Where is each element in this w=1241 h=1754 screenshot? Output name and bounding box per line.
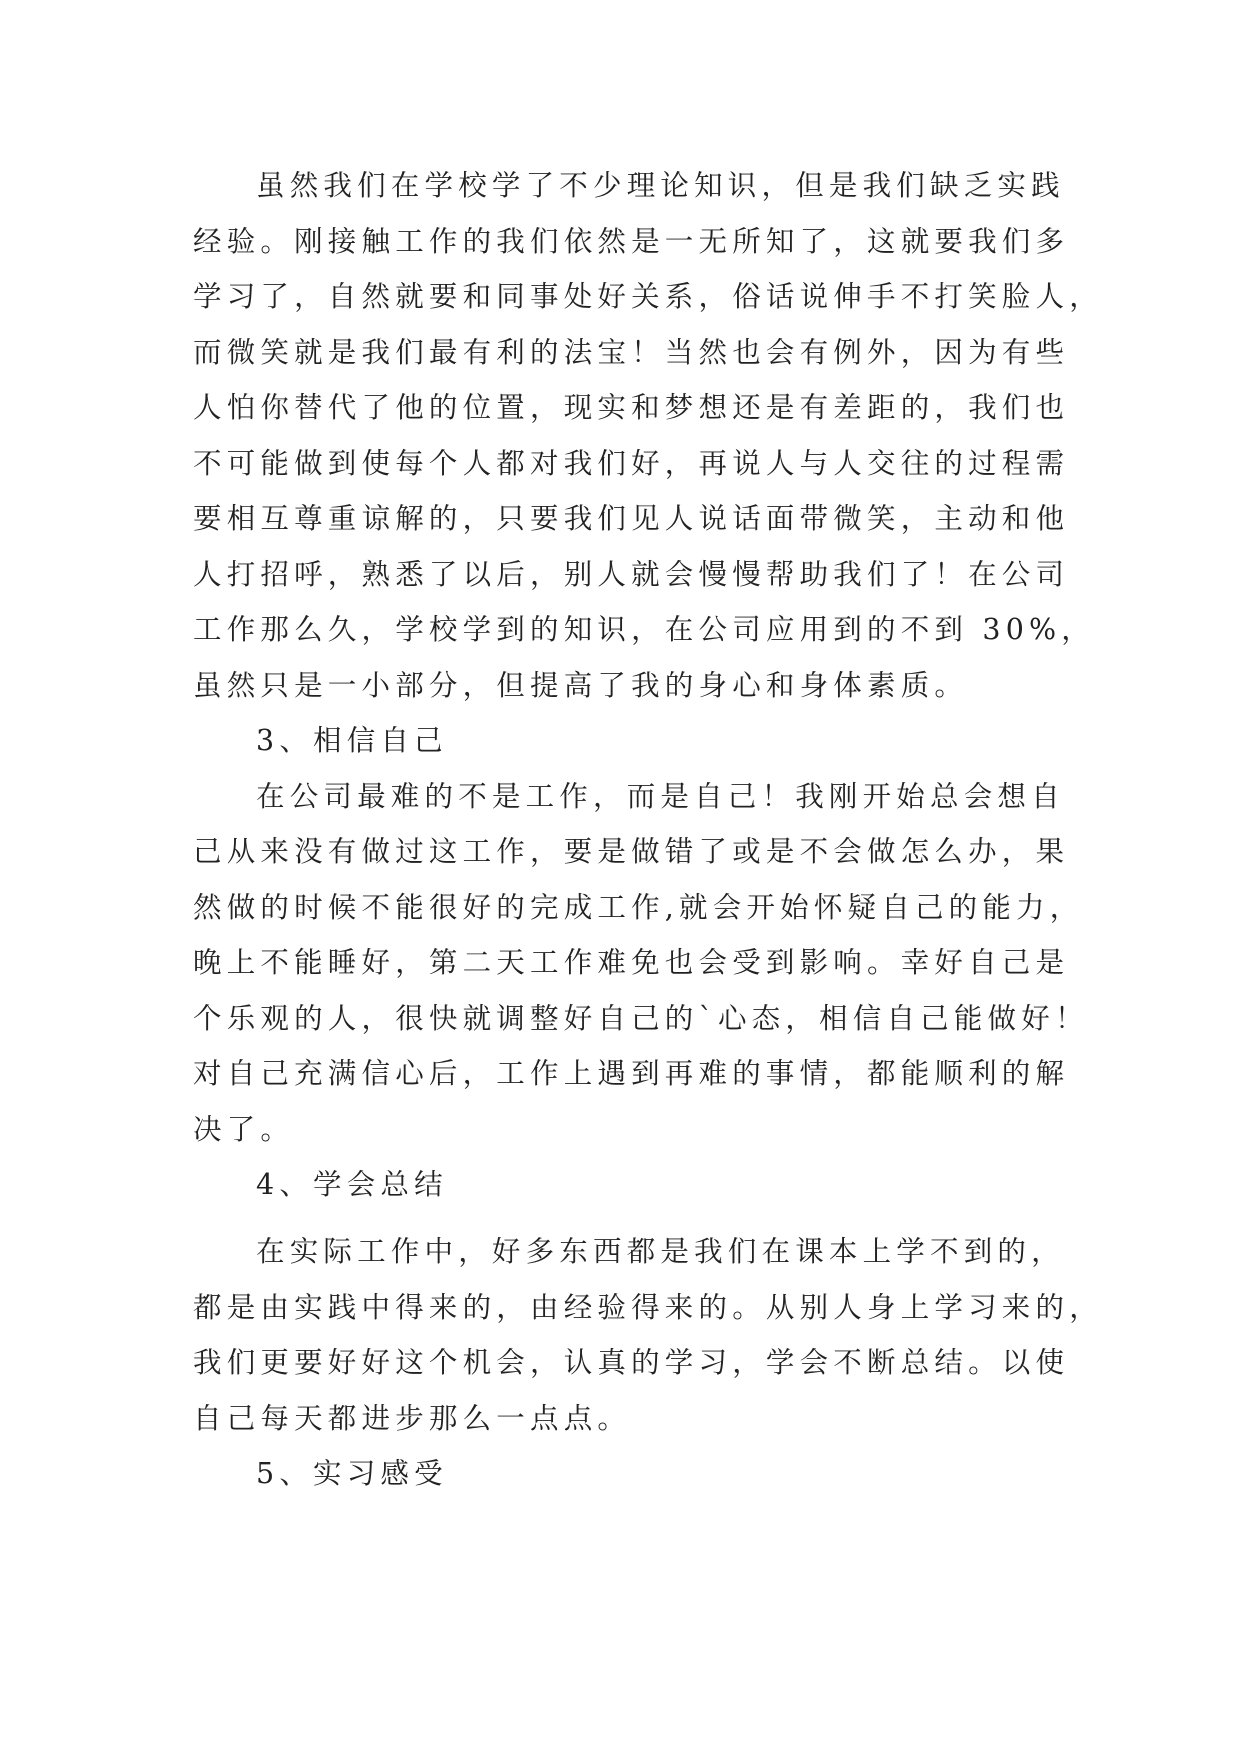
paragraph-line: 要相互尊重谅解的，只要我们见人说话面带微笑，主动和他 — [193, 502, 1070, 535]
paragraph-line: 自己每天都进步那么一点点。 — [193, 1401, 632, 1435]
paragraph-line: 对自己充满信心后，工作上遇到再难的事情，都能顺利的解 — [193, 1057, 1070, 1090]
paragraph-line: 在实际工作中，好多东西都是我们在课本上学不到的， — [256, 1235, 1065, 1268]
paragraph-line: 我们更要好好这个机会，认真的学习，学会不断总结。以使 — [193, 1346, 1070, 1379]
section-heading: 5、实习感受 — [256, 1457, 448, 1490]
paragraph-line: 而微笑就是我们最有利的法宝！当然也会有例外，因为有些 — [193, 335, 1070, 369]
paragraph-line: 虽然我们在学校学了不少理论知识，但是我们缺乏实践 — [256, 169, 1065, 202]
section-heading: 3、相信自己 — [256, 724, 448, 757]
paragraph-line: 决了。 — [193, 1112, 295, 1146]
paragraph-line: 人打招呼，熟悉了以后，别人就会慢慢帮助我们了！在公司 — [193, 557, 1070, 591]
paragraph-line: 在公司最难的不是工作，而是自己！我刚开始总会想自 — [256, 779, 1065, 813]
paragraph-line: 个乐观的人，很快就调整好自己的`心态，相信自己能做好！ — [193, 1001, 1089, 1035]
paragraph-line: 经验。刚接触工作的我们依然是一无所知了，这就要我们多 — [193, 224, 1070, 258]
paragraph-line: 然做的时候不能很好的完成工作,就会开始怀疑自己的能力， — [193, 890, 1084, 924]
document-body — [193, 158, 1103, 1502]
paragraph-line: 虽然只是一小部分，但提高了我的身心和身体素质。 — [193, 668, 969, 702]
paragraph-line: 都是由实践中得来的，由经验得来的。从别人身上学习来的， — [193, 1290, 1103, 1324]
paragraph-line: 工作那么久，学校学到的知识，在公司应用到的不到 30%， — [193, 613, 1096, 646]
paragraph-line: 学习了，自然就要和同事处好关系，俗话说伸手不打笑脸人， — [193, 280, 1103, 313]
section-heading: 4、学会总结 — [256, 1168, 448, 1201]
paragraph-line: 晚上不能睡好，第二天工作难免也会受到影响。幸好自己是 — [193, 946, 1070, 979]
paragraph-line: 己从来没有做过这工作，要是做错了或是不会做怎么办，果 — [193, 835, 1070, 868]
paragraph-line: 人怕你替代了他的位置，现实和梦想还是有差距的，我们也 — [193, 391, 1070, 424]
paragraph-line: 不可能做到使每个人都对我们好，再说人与人交往的过程需 — [193, 446, 1070, 480]
